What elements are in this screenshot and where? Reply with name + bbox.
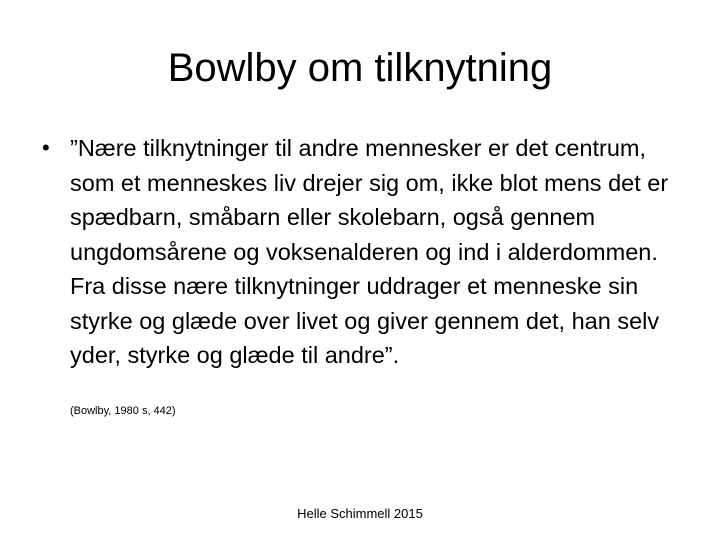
bullet-item (42, 131, 682, 373)
citation: (Bowlby, 1980 s, 442) (70, 405, 176, 417)
bullet-list (42, 131, 682, 373)
footer-author: Helle Schimmell 2015 (297, 506, 423, 521)
slide-title: Bowlby om tilknytning (167, 46, 553, 90)
bullet-marker: • (42, 135, 50, 160)
quote-text: ”Nære tilknytninger til andre mennesker er det centrum, som et menneskes liv drejer sig om, ikke blot mens det er spædbarn, småbarn eller skolebarn, også gennem ungdomsårene og voksenalderen og ind i alderdommen. Fra disse nære tilknytninger uddrager et menneske sin styrke og glæde over livet og giver gennem det, han selv yder, styrke og glæde til andre”. (70, 135, 669, 368)
